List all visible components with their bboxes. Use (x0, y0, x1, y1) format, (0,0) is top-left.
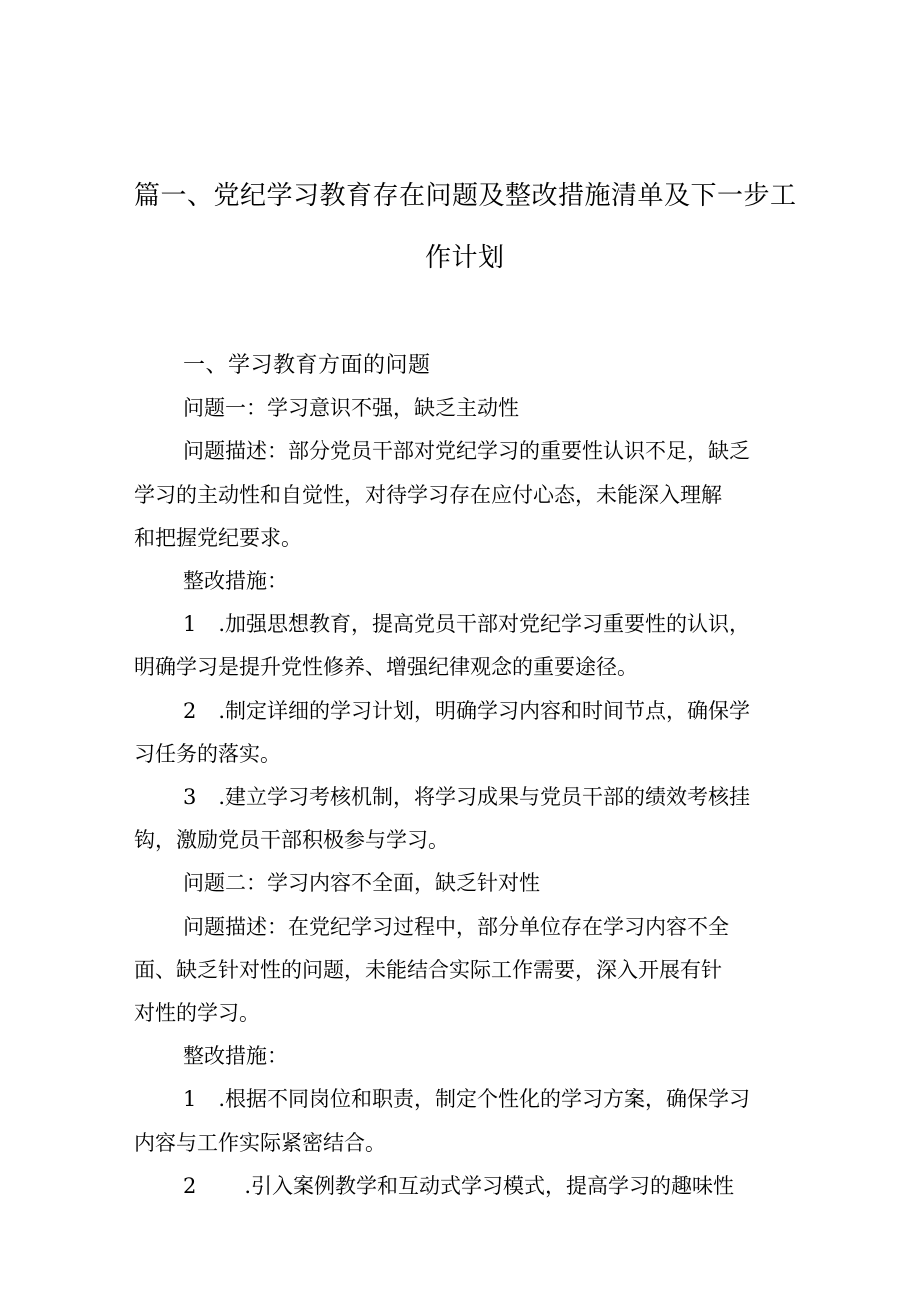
problem-1-desc-line: 学习的主动性和自觉性，对待学习存在应付心态，未能深入理解 (134, 482, 722, 507)
document-title-line-2: 作计划 (425, 243, 505, 273)
measure-number: 1 (183, 612, 197, 637)
measure-item (134, 690, 794, 733)
section-heading: 一、学习教育方面的问题 (183, 353, 431, 378)
measure-text-line: 钩，激励党员干部积极参与学习。 (134, 828, 449, 853)
measure-item (134, 1165, 794, 1208)
measure-text: .加强思想教育，提高党员干部对党纪学习重要性的认识， (218, 612, 751, 637)
problem-2-desc-line: 对性的学习。 (134, 1001, 260, 1026)
problem-1-desc-line: 问题描述：部分党员干部对党纪学习的重要性认识不足，缺乏 (183, 439, 750, 464)
measure-item (134, 776, 794, 819)
measure-text: .建立学习考核机制，将学习成果与党员干部的绩效考核挂 (218, 785, 751, 810)
measure-text-line: 习任务的落实。 (134, 741, 281, 766)
measure-text: .引入案例教学和互动式学习模式，提高学习的趣味性 (244, 1173, 735, 1198)
measure-number: 2 (183, 698, 197, 723)
measures-1-label: 整改措施： (183, 569, 288, 594)
measure-text-line: 内容与工作实际紧密结合。 (134, 1130, 386, 1155)
problem-1-desc-line: 和把握党纪要求。 (134, 525, 302, 550)
measure-number: 1 (183, 1087, 197, 1112)
document-title-line-1: 篇一、党纪学习教育存在问题及整改措施清单及下一步工 (134, 181, 797, 211)
measure-text-line: 明确学习是提升党性修养、增强纪律观念的重要途径。 (134, 655, 638, 680)
problem-2-desc-line: 面、缺乏针对性的问题，未能结合实际工作需要，深入开展有针 (134, 957, 722, 982)
problem-2-desc-line: 问题描述：在党纪学习过程中，部分单位存在学习内容不全 (183, 914, 729, 939)
document-body (134, 344, 794, 1208)
measures-2-label: 整改措施： (183, 1044, 288, 1069)
problem-2-title: 问题二：学习内容不全面，缺乏针对性 (183, 871, 540, 896)
measure-text: .根据不同岗位和职责，制定个性化的学习方案，确保学习 (218, 1087, 751, 1112)
problem-1-title: 问题一：学习意识不强，缺乏主动性 (183, 396, 519, 421)
measure-text: .制定详细的学习计划，明确学习内容和时间节点，确保学 (218, 698, 751, 723)
measure-item (134, 1078, 794, 1121)
measure-number: 2 (183, 1173, 197, 1198)
measure-item (134, 603, 794, 646)
measure-number: 3 (183, 785, 197, 810)
